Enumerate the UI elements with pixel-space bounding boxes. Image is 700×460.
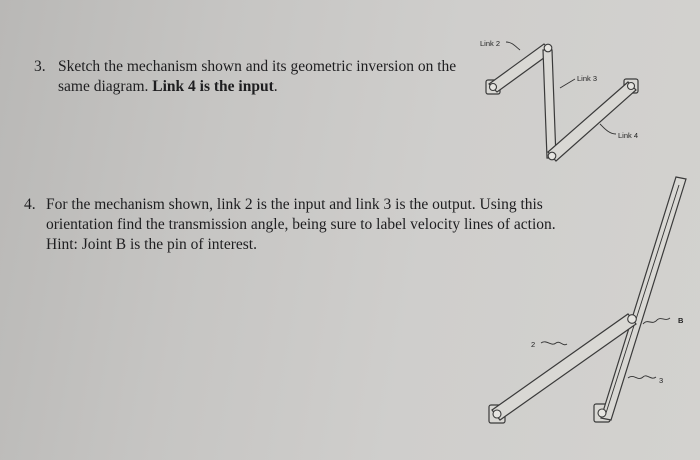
problem-3-pin-bottom [548,152,556,160]
problem-4-slot-line [606,185,679,413]
problem-3-line-2-plain: same diagram. [58,78,153,95]
problem-3-line-1: Sketch the mechanism shown and its geometric inversion on the [58,58,457,75]
problem-4-joint-b [628,315,637,324]
problem-3-pin-ground-left [490,84,497,91]
problem-4-line-2: orientation find the transmission angle, being sure to label velocity lines of action. [46,216,556,233]
problem-3-label-link-3: Link 3 [577,74,598,83]
problem-3-pin-top [544,44,552,52]
problem-3-input-statement: Link 4 is the input [152,78,274,95]
problem-3-line-2-end: . [273,78,278,95]
problem-4-link-3-leader [628,376,656,379]
problem-3-link-3 [543,50,556,158]
problem-4-line-3: Hint: Joint B is the pin of interest. [46,236,257,253]
problem-4-link-2-leader [541,342,567,345]
problem-4-pin-ground-right [598,409,606,417]
problem-3-label-link-4: Link 4 [618,131,639,140]
problem-3-label-link-2: Link 2 [480,39,501,48]
problem-4-slotted-link [601,177,686,420]
problem-3-link-4-leader [600,124,616,134]
problem-4-pin-ground-left [493,410,501,418]
problem-3-mechanism [480,39,638,161]
problem-4-label-link-2: 2 [531,340,536,349]
problem-3-link-4 [548,82,639,161]
problem-4-label-joint-b: B [678,316,684,325]
problem-3-link-3-leader [560,79,575,88]
problem-4-label-link-3: 3 [659,376,664,385]
problem-3-pin-ground-right [628,83,635,90]
problem-4-joint-b-leader [643,318,670,324]
problem-4-line-1: For the mechanism shown, link 2 is the input and link 3 is the output. Using this [46,196,543,213]
problem-4-number: 4. [24,196,36,213]
problem-4-mechanism [489,177,686,423]
problem-3-link-2-leader [506,42,520,50]
problem-3-number: 3. [34,58,46,75]
